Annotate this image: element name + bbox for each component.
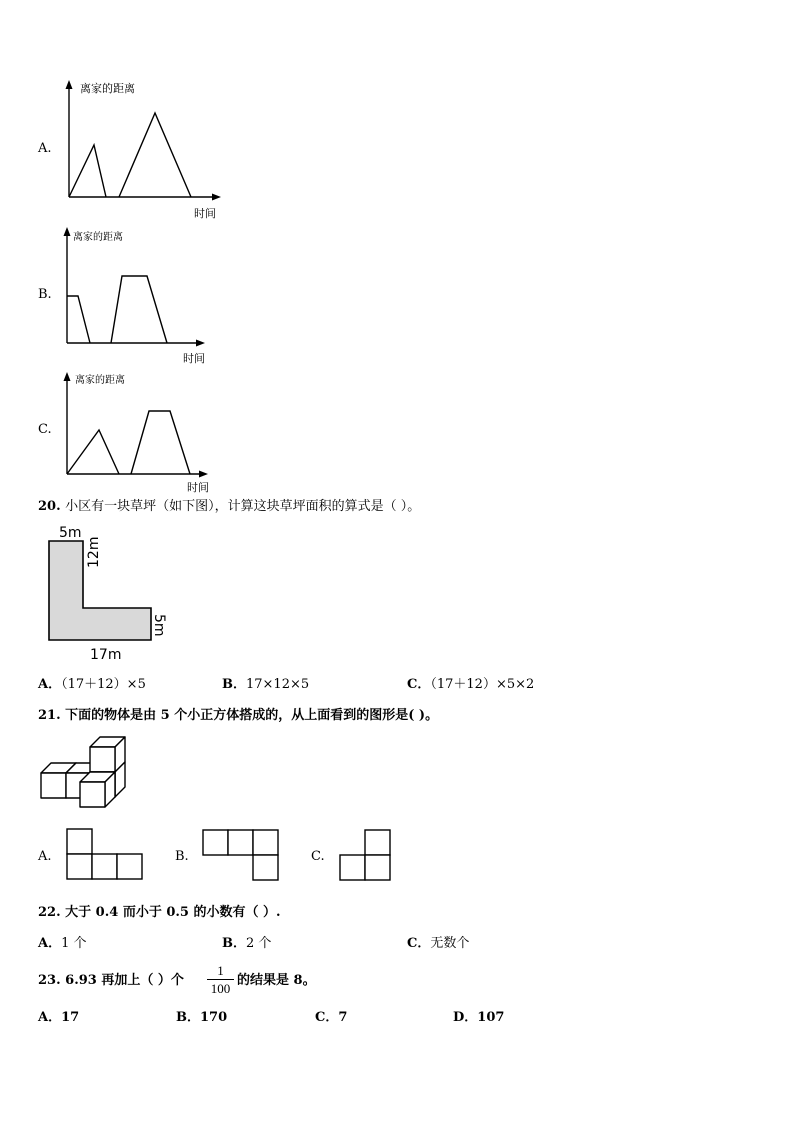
q21-text: 下面的物体是由 5 个小正方体搭成的，从上面看到的图形是( )。 [65, 708, 439, 723]
q23-option-c[interactable] [315, 1010, 347, 1026]
option-label: C． [315, 1010, 339, 1025]
option-label: C． [407, 677, 431, 692]
option-label: A． [38, 936, 62, 951]
lawn-top-dim: 5m [59, 525, 82, 541]
q23-text-after: 的结果是 8。 [237, 973, 316, 988]
q21-option-b-label[interactable]: B. [175, 849, 189, 864]
q20-text: 小区有一块草坪（如下图），计算这块草坪面积的算式是（ ）。 [65, 499, 421, 514]
graph-b-xlabel: 时间 [183, 352, 205, 365]
graph-a-xlabel: 时间 [194, 207, 216, 220]
fraction-numerator: 1 [217, 963, 224, 978]
option-text: 17 [61, 1010, 80, 1025]
graph-b-option-label: B. [38, 287, 52, 302]
option-text: 107 [477, 1010, 505, 1025]
option-text: 1 个 [61, 936, 87, 951]
q20-number: 20. [38, 499, 61, 514]
q23-option-a[interactable] [38, 1010, 79, 1026]
graph-c-ylabel: 离家的距离 [75, 375, 125, 386]
q23-number: 23. [38, 973, 61, 988]
q23-text-before: 6.93 再加上（ ）个 [65, 973, 184, 988]
lawn-inner-vertical-dim: 12m [86, 536, 102, 568]
q23-option-b[interactable] [176, 1010, 227, 1026]
graph-c-option-label: C. [38, 422, 52, 437]
option-label: B． [222, 677, 246, 692]
graph-a-ylabel: 离家的距离 [80, 82, 135, 95]
option-text: 17×12×5 [246, 677, 310, 692]
option-text: 2 个 [246, 936, 272, 951]
q22-question [38, 905, 281, 921]
q21-option-c-label[interactable]: C. [311, 849, 325, 864]
q23-option-d[interactable] [453, 1010, 504, 1026]
q22-option-b[interactable] [222, 936, 271, 952]
option-text: 170 [200, 1010, 228, 1025]
option-text: 无数个 [430, 936, 470, 951]
graph-b-ylabel: 离家的距离 [73, 232, 123, 243]
q22-text: 大于 0.4 而小于 0.5 的小数有（ ）. [65, 905, 281, 920]
q23-fraction [207, 963, 234, 996]
q22-option-c[interactable] [407, 936, 469, 952]
option-label: B． [222, 936, 246, 951]
option-label: C． [407, 936, 431, 951]
q22-option-a[interactable] [38, 936, 87, 952]
fraction-bar [207, 979, 234, 980]
q22-number: 22. [38, 905, 61, 920]
graph-c-xlabel: 时间 [187, 481, 209, 494]
q23-question [38, 973, 184, 989]
q21-option-a-label[interactable]: A. [38, 849, 52, 864]
option-label: A． [38, 677, 62, 692]
q21-number: 21. [38, 708, 61, 723]
option-label: D． [453, 1010, 478, 1025]
option-text: 7 [338, 1010, 348, 1025]
option-text: （17＋12）×5 [61, 677, 146, 692]
fraction-denominator: 100 [210, 981, 231, 996]
option-text: （17＋12）×5×2 [430, 677, 535, 692]
option-label: B． [176, 1010, 200, 1025]
lawn-bottom-dim: 17m [90, 647, 122, 663]
option-label: A． [38, 1010, 62, 1025]
graph-a-option-label: A. [38, 141, 52, 156]
lawn-right-dim: 5m [151, 614, 167, 637]
